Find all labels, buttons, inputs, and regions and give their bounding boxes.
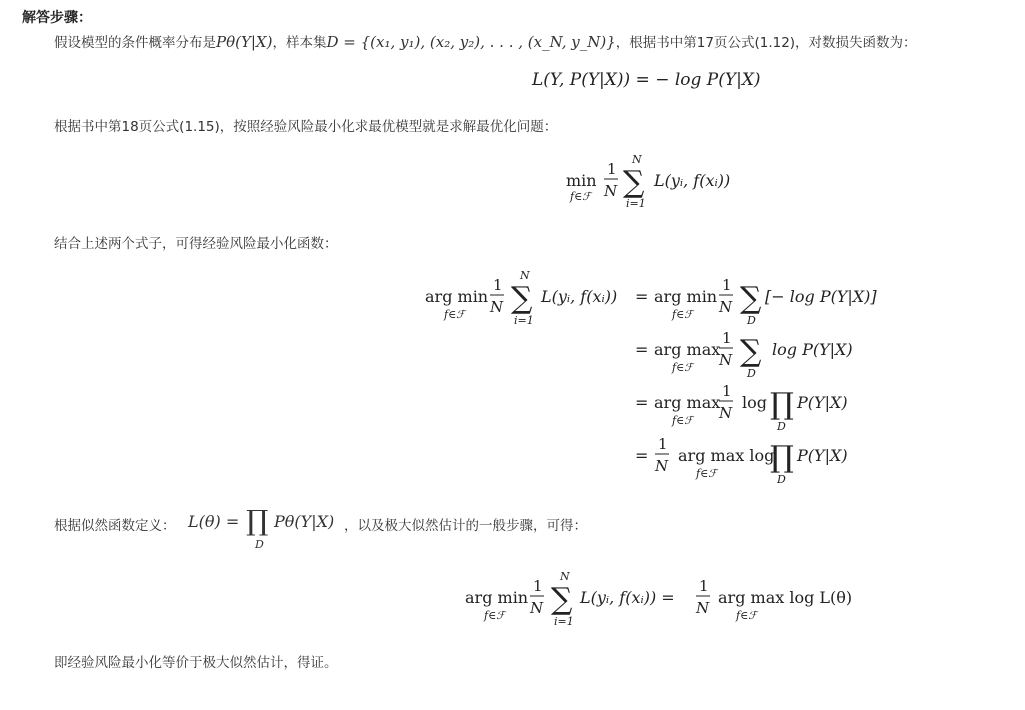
eq3-lhs-one: 1 [493,276,503,294]
eq3-row3-D: D [777,420,786,433]
p4-prod-sign: ∏ [246,504,269,537]
eq3-row2-eq: = [635,340,649,359]
p1-text-b: ，样本集 [272,35,327,51]
eq3-row3-N: N [719,404,733,422]
eq3-row1-sub: f∈ℱ [672,308,693,321]
eq3-row1 [635,276,877,327]
p1-math-sample-set: D = {(x₁, y₁), (x₂, y₂), . . . , (x_N, y_N)} [326,33,616,51]
paragraph-erm-intro: 根据书中第18页公式(1.15)，按照经验风险最小化求最优模型就是求解最优化问题： [54,119,558,135]
eq3-row1-eq: = [635,287,649,306]
eq3-lhs-sum-bottom: i=1 [514,314,534,327]
eq2-frac-den: N [604,182,618,200]
p1-math-conditional: Pθ(Y|X) [216,33,273,51]
eq3-row1-D: D [747,314,756,327]
eq3-row1-sum-sign: ∑ [740,281,762,316]
eq4-lhs-sub: f∈ℱ [484,609,505,622]
eq3-row1-body: [− log P(Y|X)] [765,287,877,306]
eq3-row2-op: arg max [654,340,721,359]
p4-sub-D: D [255,538,264,551]
p4-math-lhs: L(θ) = [188,512,240,531]
p1-text-c: ，根据书中第17页公式(1.12)，对数损失函数为： [615,35,917,51]
eq3-lhs [425,269,617,327]
eq4-sum-sign: ∑ [551,582,573,617]
eq3-lhs-sum-top: N [520,269,530,282]
eq4-rhs-op: arg max log L(θ) [718,588,853,607]
eq4-lhs-op: arg min [465,588,529,607]
eq3-row4-eq: = [635,446,649,465]
paragraph-combine: 结合上述两个式子，可得经验风险最小化函数： [54,236,338,252]
eq2-sum-top: N [632,153,642,166]
eq3-lhs-sub: f∈ℱ [444,308,465,321]
eq3-row3-body: P(Y|X) [797,393,848,412]
eq3-row2-sub: f∈ℱ [672,361,693,374]
eq4-rhs-sub: f∈ℱ [736,609,757,622]
equation-erm-derivation [420,266,900,490]
eq4-lhs-body: L(yᵢ, f(xᵢ)) = [580,588,675,607]
eq4-rhs-N: N [696,599,710,617]
eq2-body: L(yᵢ, f(xᵢ)) [654,171,731,190]
eq3-row2-sum-sign: ∑ [740,334,762,369]
eq4-sum-bottom: i=1 [554,615,574,628]
eq3-row3-op: arg max [654,393,721,412]
eq3-row3-sub: f∈ℱ [672,414,693,427]
eq3-row2-one: 1 [722,329,732,347]
eq3-row4-op: arg max log [678,446,775,465]
eq3-lhs-sum-sign: ∑ [511,281,533,316]
paragraph-conclusion: 即经验风险最小化等价于极大似然估计，得证。 [54,655,338,671]
eq2-min: min [566,171,597,190]
eq4-lhs-N: N [530,599,544,617]
eq3-row2-D: D [747,367,756,380]
eq3-lhs-N: N [490,298,504,316]
eq3-lhs-body: L(yᵢ, f(xᵢ)) [541,287,618,306]
eq3-row1-N: N [719,298,733,316]
solution-heading: 解答步骤： [22,10,92,26]
eq3-row4-N: N [655,457,669,475]
eq2-sum-sign: ∑ [623,165,645,200]
eq3-row4 [635,435,848,486]
eq2-sum-bottom: i=1 [626,197,646,210]
p4-text-b: ，以及极大似然估计的一般步骤，可得： [344,518,587,534]
eq3-row3-prod-sign: ∏ [770,387,794,422]
eq2-sub: f∈ℱ [570,190,591,203]
eq3-row4-D: D [777,473,786,486]
eq3-row4-body: P(Y|X) [797,446,848,465]
equation-erm-mle [460,566,860,630]
eq3-row2 [635,329,853,380]
p4-math-body: Pθ(Y|X) [274,512,335,531]
eq3-row2-N: N [719,351,733,369]
eq4-lhs-one: 1 [533,577,543,595]
eq3-row2-body: log P(Y|X) [772,340,853,359]
eq3-row3-one: 1 [722,382,732,400]
p4-text-a: 根据似然函数定义： [54,518,176,534]
equation-log-loss: L(Y, P(Y|X)) = − log P(Y|X) [532,70,761,90]
eq4-rhs-one: 1 [699,577,709,595]
eq2-frac-num: 1 [607,160,617,178]
eq4-sum-top: N [560,570,570,583]
eq3-row4-one: 1 [658,435,668,453]
eq3-row4-sub: f∈ℱ [696,467,717,480]
eq3-row3 [635,382,848,433]
eq3-row4-prod-sign: ∏ [770,440,794,475]
eq3-row1-op: arg min [654,287,718,306]
p1-text-a: 假设模型的条件概率分布是 [54,35,216,51]
eq3-row3-log: log [742,393,767,412]
paragraph-model-assumption [54,31,917,51]
eq3-row3-eq: = [635,393,649,412]
eq3-row1-one: 1 [722,276,732,294]
eq3-lhs-op: arg min [425,287,489,306]
equation-erm-min [560,150,760,214]
